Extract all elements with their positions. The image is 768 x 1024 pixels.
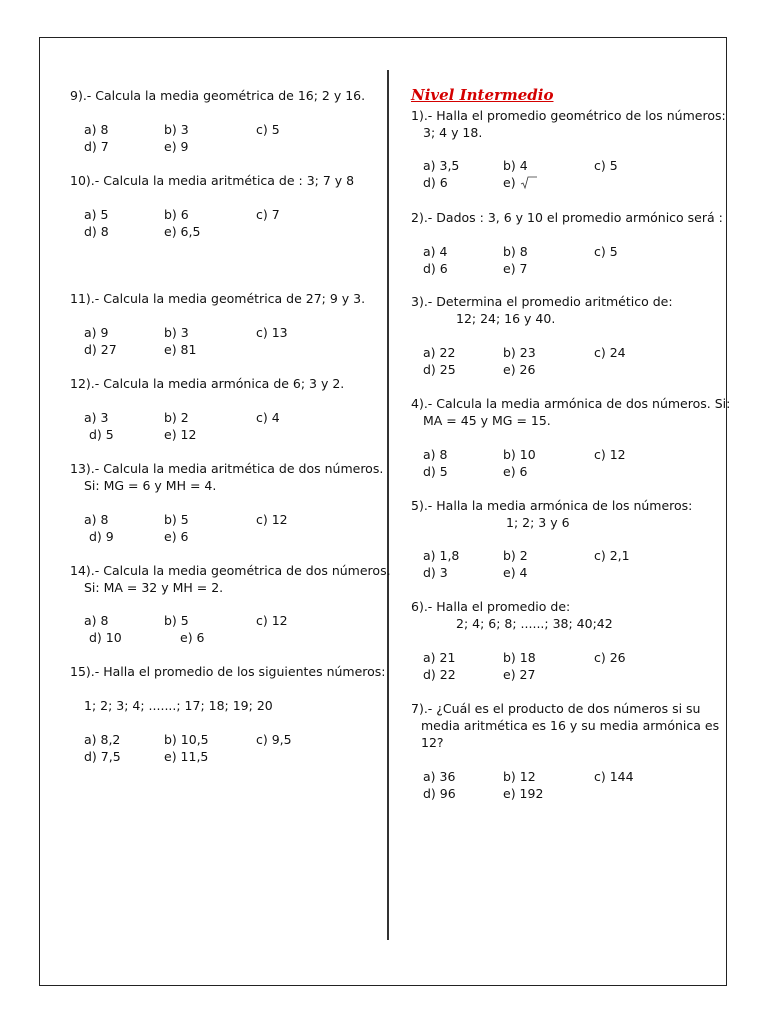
option-c: c) 5: [256, 122, 280, 137]
option-d: d) 96: [423, 786, 456, 801]
option-a: a) 8: [84, 512, 109, 527]
option-e: e) 4: [503, 565, 528, 580]
option-e: e) 6,5: [164, 224, 201, 239]
question-text: 6).- Halla el promedio de:: [411, 599, 571, 614]
question-text: 9).- Calcula la media geométrica de 16; 2 y 16.: [70, 88, 366, 103]
option-c: c) 26: [594, 650, 626, 665]
option-d: d) 9: [89, 529, 114, 544]
option-e: e) 11,5: [164, 749, 209, 764]
option-c: c) 5: [594, 158, 618, 173]
question-text: Si: MA = 32 y MH = 2.: [84, 580, 224, 595]
option-a: a) 36: [423, 769, 456, 784]
option-b: b) 3: [164, 325, 189, 340]
question-text: Si: MG = 6 y MH = 4.: [84, 478, 217, 493]
option-a: a) 3: [84, 410, 109, 425]
option-a: a) 8: [84, 122, 109, 137]
option-d: d) 22: [423, 667, 456, 682]
option-e: e): [503, 174, 536, 191]
option-a: a) 21: [423, 650, 456, 665]
option-d: d) 27: [84, 342, 117, 357]
option-e: e) 6: [180, 630, 205, 645]
question-text: 10).- Calcula la media aritmética de : 3; 7 y 8: [70, 173, 355, 188]
option-a: a) 8: [84, 613, 109, 628]
option-e: e) 26: [503, 362, 536, 377]
question-text: 12?: [421, 735, 444, 750]
column-divider: [387, 70, 389, 940]
option-d: d) 3: [423, 565, 448, 580]
option-c: c) 2,1: [594, 548, 630, 563]
question-text: 1).- Halla el promedio geométrico de los números:: [411, 108, 726, 123]
question-text: 15).- Halla el promedio de los siguientes números:: [70, 664, 386, 679]
option-b: b) 6: [164, 207, 189, 222]
option-d: d) 6: [423, 261, 448, 276]
question-text: 1; 2; 3; 4; .......; 17; 18; 19; 20: [84, 698, 273, 713]
question-text: 3).- Determina el promedio aritmético de:: [411, 294, 673, 309]
question-text: 14).- Calcula la media geométrica de dos números.: [70, 563, 391, 578]
option-d: d) 5: [423, 464, 448, 479]
option-a: a) 3,5: [423, 158, 460, 173]
option-b: b) 10,5: [164, 732, 209, 747]
question-text: 12; 24; 16 y 40.: [456, 311, 556, 326]
option-c: c) 13: [256, 325, 288, 340]
option-a: a) 8,2: [84, 732, 121, 747]
option-e: e) 192: [503, 786, 544, 801]
option-d: d) 7: [84, 139, 109, 154]
option-c: c) 144: [594, 769, 634, 784]
question-text: 3; 4 y 18.: [423, 125, 483, 140]
option-d: d) 10: [89, 630, 122, 645]
option-d: d) 8: [84, 224, 109, 239]
option-a: a) 1,8: [423, 548, 460, 563]
option-b: b) 8: [503, 244, 528, 259]
option-e: e) 7: [503, 261, 528, 276]
question-text: media aritmética es 16 y su media armónica es: [421, 718, 720, 733]
option-b: b) 3: [164, 122, 189, 137]
question-text: 12).- Calcula la media armónica de 6; 3 y 2.: [70, 376, 345, 391]
option-b: b) 2: [503, 548, 528, 563]
section-heading: Nivel Intermedio: [411, 86, 554, 104]
question-text: 1; 2; 3 y 6: [506, 515, 570, 530]
option-b: b) 4: [503, 158, 528, 173]
option-c: c) 24: [594, 345, 626, 360]
question-text: MA = 45 y MG = 15.: [423, 413, 551, 428]
option-c: c) 7: [256, 207, 280, 222]
option-e: e) 81: [164, 342, 197, 357]
option-b: b) 2: [164, 410, 189, 425]
option-e: e) 9: [164, 139, 189, 154]
option-b: b) 23: [503, 345, 536, 360]
option-c: c) 12: [256, 512, 288, 527]
option-c: c) 12: [256, 613, 288, 628]
question-text: 2).- Dados : 3, 6 y 10 el promedio armónico será :: [411, 210, 723, 225]
option-c: c) 12: [594, 447, 626, 462]
option-b: b) 5: [164, 613, 189, 628]
option-c: c) 5: [594, 244, 618, 259]
option-c: c) 9,5: [256, 732, 292, 747]
option-c: c) 4: [256, 410, 280, 425]
option-d: d) 7,5: [84, 749, 121, 764]
option-a: a) 8: [423, 447, 448, 462]
option-a: a) 9: [84, 325, 109, 340]
option-d: d) 5: [89, 427, 114, 442]
option-a: a) 5: [84, 207, 109, 222]
option-b: b) 10: [503, 447, 536, 462]
option-e: e) 6: [164, 529, 189, 544]
question-text: 2; 4; 6; 8; ......; 38; 40;42: [456, 616, 613, 631]
option-b: b) 12: [503, 769, 536, 784]
option-b: b) 5: [164, 512, 189, 527]
option-b: b) 18: [503, 650, 536, 665]
question-text: 7).- ¿Cuál es el producto de dos números si su: [411, 701, 701, 716]
option-e: e) 12: [164, 427, 197, 442]
question-text: 11).- Calcula la media geométrica de 27; 9 y 3.: [70, 291, 366, 306]
option-a: a) 4: [423, 244, 448, 259]
option-e: e) 6: [503, 464, 528, 479]
question-text: 13).- Calcula la media aritmética de dos números.: [70, 461, 384, 476]
question-text: 5).- Halla la media armónica de los números:: [411, 498, 693, 513]
square-root-icon: [520, 176, 536, 189]
option-d: d) 6: [423, 175, 448, 190]
option-d: d) 25: [423, 362, 456, 377]
option-a: a) 22: [423, 345, 456, 360]
option-e: e) 27: [503, 667, 536, 682]
question-text: 4).- Calcula la media armónica de dos números. Si:: [411, 396, 731, 411]
